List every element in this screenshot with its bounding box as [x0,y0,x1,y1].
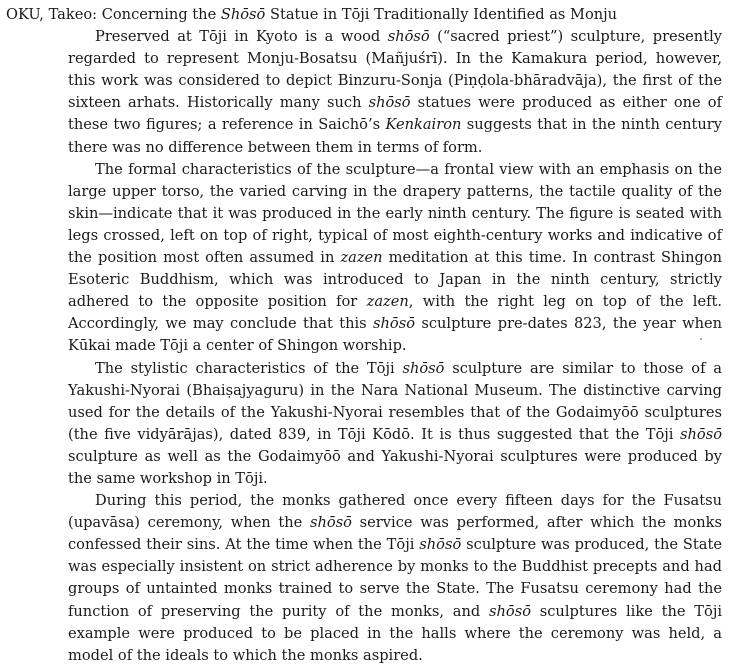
text-segment: During this period, the monks gathered once every fifteen days for the Fusatsu (upavāsa) ceremony, when the [68,492,722,532]
text-segment: Preserved at Tōji in Kyoto is a wood [95,28,388,46]
italic-term: Kenkairon [385,116,462,134]
author-name: OKU, Takeo [6,6,93,23]
italic-term: zazen [340,249,383,267]
text-segment: sculpture as well as the Godaimyōō and Yakushi-Nyorai sculptures were produced by the same workshop in Tōji. [68,447,722,487]
italic-term: shōsō [373,315,415,333]
italic-term: shōsō [419,536,462,554]
article-body [6,26,722,667]
text-segment: meditation at this time. In contrast Shingon Esoteric Buddhism, which was introduced to Japan in the ninth century, strictly adhered to the opposite position for [68,249,723,311]
text-segment: sculpture are similar to those of a Yakushi-Nyorai (Bhaiṣajyaguru) in the Nara National Museum. The distinctive carving used for the details of the Yakushi-Nyorai resembles that of the Godaimyōō sculptures (the five vidyārājas), dated 839, in Tōji Kōdō. It is thus suggested that the Tōji [68,359,722,443]
text-segment: statues were produced as either one of these two figures; a reference in Saichō’s [68,94,722,134]
text-segment: sculptures like the Tōji example were produced to be placed in the halls where the ceremony was held, a model of the ideals to which the monks aspired. [68,602,723,664]
text-segment: , with the right leg on top of the left. Accordingly, we may conclude that this [68,293,723,333]
text-segment: (“sacred priest”) sculpture, presently regarded to represent Monju-Bosatsu (Mañjuśrī). In the Kamakura period, however, this work was considered to depict Binzuru-Sonja (Piṇḍola-bhāradvāja), the first of the sixteen arhats. Historically many such [68,28,722,112]
text-segment: The stylistic characteristics of the Tōji [95,359,403,377]
italic-term: shōsō [368,94,411,112]
italic-term: shōsō [489,602,531,620]
title-after: Statue in Tōji Traditionally Identified as Monju [265,6,618,23]
italic-term: shōsō [402,359,445,377]
italic-term: shōsō [387,28,430,46]
text-segment: service was performed, after which the monks confessed their sins. At the time when the Tōji [68,514,722,554]
title-term: Shōsō [220,6,266,23]
stray-mark [700,338,702,340]
italic-term: shōsō [310,514,352,532]
text-segment: suggests that in the ninth century there was no difference between them in terms of form. [68,116,722,156]
article-heading: OKU, Takeo: Concerning the Shōsō Statue in Tōji Traditionally Identified as Monju [6,6,618,23]
text-segment: sculpture was produced, the State was especially insistent on strict adherence by monks to the Buddhist precepts and had groups of untainted monks trained to serve the State. The Fusatsu ceremony had the function of preserving the purity of the monks, and [68,536,722,620]
text-segment: sculpture pre-dates 823, the year when Kūkai made Tōji a center of Shingon worship. [68,315,722,355]
text-segment: The formal characteristics of the sculpture—a frontal view with an emphasis on the large upper torso, the varied carving in the drapery patterns, the tactile quality of the skin—indicate that it was produced in the early ninth century. The figure is seated with legs crossed, left on top of right, typical of most eighth-century works and indicative of the position most often assumed in [68,160,722,267]
italic-term: zazen [366,293,409,311]
italic-term: shōsō [680,425,722,443]
paragraph-3 [68,358,722,491]
paragraph-2 [68,159,722,358]
paragraph-1 [68,26,722,159]
paragraph-4 [68,490,722,667]
title-before: Concerning the [101,6,221,23]
